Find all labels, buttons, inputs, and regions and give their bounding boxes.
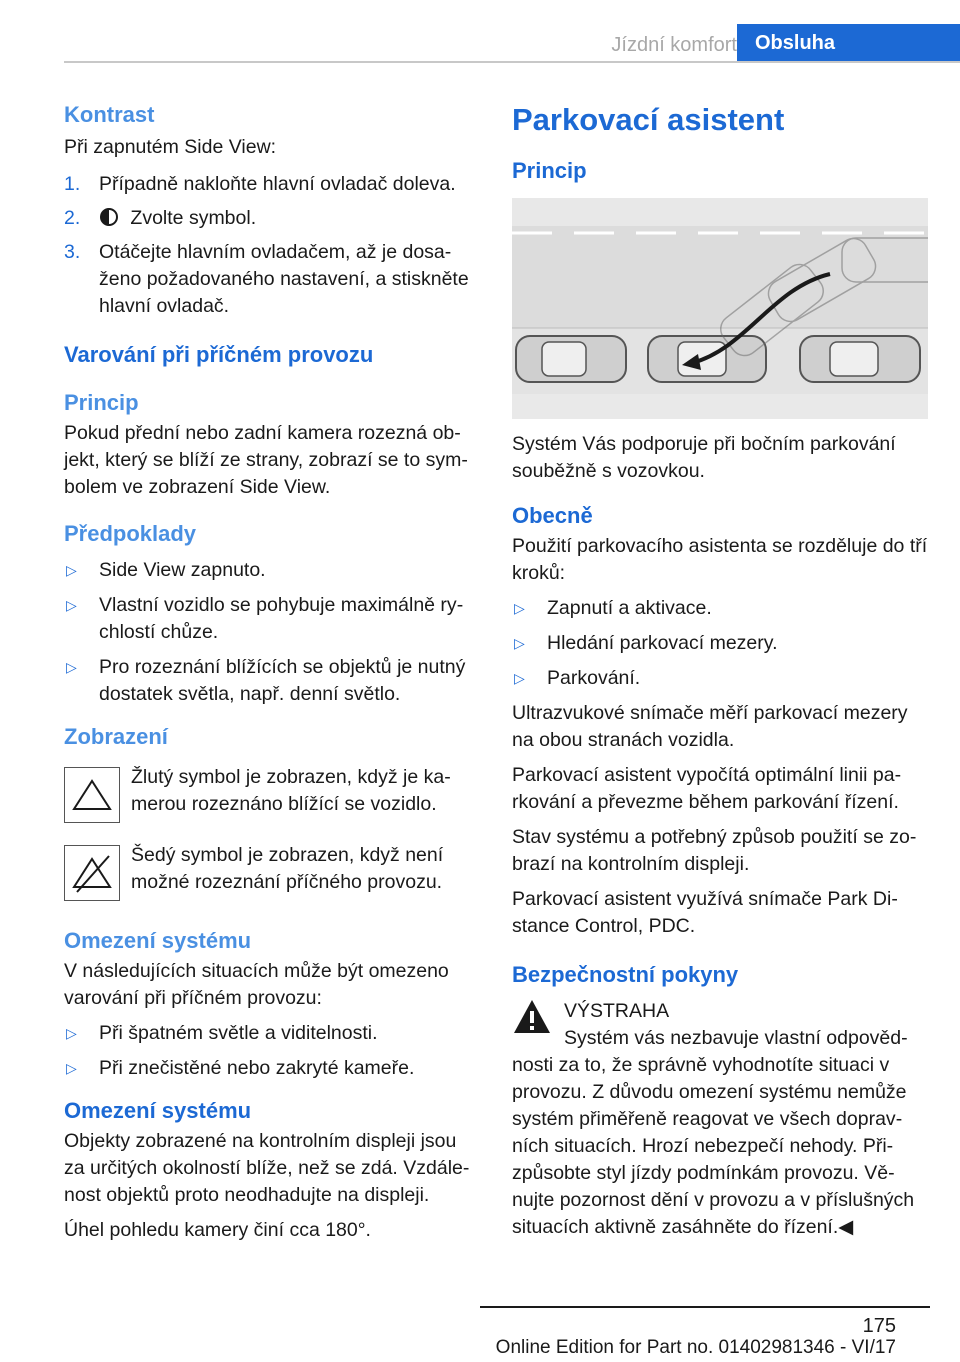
list-item-text: Zapnutí a aktivace. [547, 597, 712, 619]
step-item [64, 239, 470, 320]
warning-block [512, 998, 928, 1241]
page-number: 175 [862, 1315, 896, 1337]
edition-note: Online Edition for Part no. 01402981346 - VI/17 [495, 1337, 896, 1358]
list-item-text: Při znečistěné nebo zakryté kameře. [99, 1057, 415, 1079]
parked-car-left [516, 336, 626, 382]
bezpecnost-heading: Bezpečnostní pokyny [512, 962, 739, 987]
paragraph: Stav systému a potřebný způsob použití se zobrazí na kontrolním displeji. [512, 826, 917, 875]
obecne-heading: Obecně [512, 503, 593, 528]
omezeni2-text-2: Úhel pohledu kamery činí cca 180°. [64, 1219, 371, 1241]
omezeni2-heading: Omezení systému [64, 1098, 252, 1123]
parking-assistant-title: Parkovací asistent [512, 102, 785, 137]
list-item [64, 557, 470, 584]
list-item-text: Při špatném světle a viditelnosti. [99, 1022, 378, 1044]
warning-text: Systém vás nezbavuje vlastní odpovědnosti za to, že správně vyhodnotíte situaci v provozu. Z důvodu omezení systému nemůže systém přiměřeně reagovat ve všech dopravních situacích. Hrozí nebezpečí nehody. Přizpůsobte styl jízdy podmínkám provozu. Věnujte pozornost dění v provozu a v příslušných situacích aktivně zasáhněte do řízení.◀ [512, 1027, 915, 1238]
triangle-bullet-icon: ▷ [66, 597, 77, 613]
paragraph: Ultrazvukové snímače měří parkovací mezery na obou stranách vozidla. [512, 702, 908, 751]
triangle-bullet-icon: ▷ [514, 600, 525, 616]
warning-label: VÝSTRAHA [564, 1000, 670, 1022]
list-item-text: Parkování. [547, 667, 641, 689]
list-item-text: Side View zapnuto. [99, 559, 266, 581]
list-item [512, 665, 928, 692]
kontrast-steps [64, 171, 470, 320]
list-item [512, 595, 928, 622]
zobrazeni-heading: Zobrazení [64, 724, 168, 749]
kontrast-intro: Při zapnutém Side View: [64, 136, 277, 158]
triangle-bullet-icon: ▷ [66, 659, 77, 675]
triangle-bullet-icon: ▷ [66, 1025, 77, 1041]
predpoklady-list [64, 557, 470, 708]
varovani-heading: Varování při příčném provozu [64, 342, 374, 367]
step-number: 1. [64, 173, 81, 195]
list-item [64, 592, 470, 646]
step-item [64, 205, 470, 232]
symbol-row [64, 764, 470, 822]
step-text: Zvolte symbol. [130, 207, 257, 229]
step-text: Otáčejte hlavním ovladačem, až je dosaženo požadovaného nastavení, a stiskněte hlavní ovladač. [99, 241, 469, 317]
triangle-bullet-icon: ▷ [514, 670, 525, 686]
list-item [64, 1055, 470, 1082]
figure-caption: Systém Vás podporuje při bočním parkování souběžně s vozovkou. [512, 433, 896, 482]
triangle-bullet-icon: ▷ [66, 1060, 77, 1076]
omezeni1-heading: Omezení systému [64, 928, 252, 953]
step-text: Případně nakloňte hlavní ovladač doleva. [99, 173, 456, 195]
header-chapter-tab: Obsluha [737, 24, 960, 63]
omezeni1-list [64, 1020, 470, 1082]
symbol-description: Žlutý symbol je zobrazen, když je kamerou rozeznáno blížící se vozidlo. [131, 766, 451, 815]
footer-rule [480, 1306, 930, 1308]
symbol-description: Šedý symbol je zobrazen, když není možné rozeznání příčného provozu. [131, 844, 444, 893]
obecne-intro: Použití parkovacího asistenta se rozděluje do tří kroků: [512, 535, 928, 584]
cross-traffic-warning-icon [64, 767, 120, 823]
right-column [512, 100, 928, 1241]
princip-heading: Princip [64, 390, 139, 415]
triangle-bullet-icon: ▷ [66, 562, 77, 578]
step-number: 2. [64, 207, 81, 229]
header-rule [64, 61, 960, 63]
left-column [64, 100, 470, 1244]
warning-icon [512, 998, 552, 1034]
list-item [512, 630, 928, 657]
list-item-text: Pro rozeznání blížících se objektů je nutný dostatek světla, např. denní světlo. [99, 656, 466, 705]
parking-illustration [512, 198, 928, 419]
contrast-icon [99, 207, 119, 227]
list-item [64, 654, 470, 708]
obecne-list [512, 595, 928, 692]
omezeni2-text: Objekty zobrazené na kontrolním displeji jsou za určitých okolností blíže, než se zdá. Vzdálenost objektů proto neodhadujte na displeji. [64, 1130, 470, 1206]
omezeni1-text: V následujících situacích může být omezeno varování při příčném provozu: [64, 960, 449, 1009]
list-item [64, 1020, 470, 1047]
princip-text: Pokud přední nebo zadní kamera rozezná objekt, který se blíží ze strany, zobrazí se to symbolem ve zobrazení Side View. [64, 422, 468, 498]
list-item-text: Vlastní vozidlo se pohybuje maximálně rychlostí chůze. [99, 594, 464, 643]
predpoklady-heading: Předpoklady [64, 521, 197, 546]
paragraph: Parkovací asistent vypočítá optimální linii parkování a převezme během parkování řízení. [512, 764, 902, 813]
header-section-title: Jízdní komfort [611, 34, 737, 56]
princip-heading-right: Princip [512, 158, 587, 183]
step-item [64, 171, 470, 198]
step-number: 3. [64, 241, 81, 263]
symbol-row [64, 842, 470, 900]
list-item-text: Hledání parkovací mezery. [547, 632, 778, 654]
kontrast-heading: Kontrast [64, 102, 155, 127]
triangle-bullet-icon: ▷ [514, 635, 525, 651]
cross-traffic-unavailable-icon [64, 845, 120, 901]
paragraph: Parkovací asistent využívá snímače Park Distance Control, PDC. [512, 888, 898, 937]
parked-car-right [800, 336, 920, 382]
